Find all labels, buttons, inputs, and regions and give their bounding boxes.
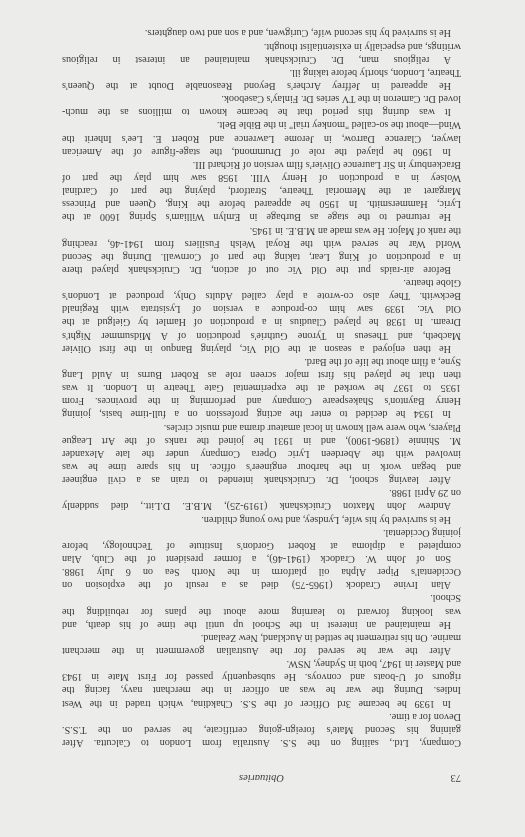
text-line: Theatre, London, shortly before taking ill.	[289, 66, 461, 78]
text-line: then that he played his first major screen role as Robert Burns in Auld Lang	[62, 369, 461, 381]
text-line: rigours of U-boats and convoys. He subsequently passed for First Mate in 1943	[62, 671, 461, 683]
text-line: involved with the Aberdeen Lyric Opera Company under the late Alexander	[62, 447, 461, 459]
text-line: He is survived by his wife, Lyndsey, and two young children.	[201, 513, 451, 525]
text-line: Andrew John Maxton Cruickshank (1919-25), M.B.E. D.Litt., died suddenly	[62, 500, 451, 512]
text-line: joining Occidental.	[382, 526, 461, 538]
page-number: 73	[450, 772, 461, 783]
text-line: Globe theatre.	[403, 277, 461, 289]
text-line: He returned to the stage as Burbage in Emlyn William's Spring 1600 at the	[62, 211, 451, 223]
text-line: Lyric, Hammersmith. In 1950 he appeared before the King, Queen and Princess	[62, 198, 461, 210]
text-line: Before air-raids put the Old Vic out of action, Dr. Cruickshank played there	[62, 263, 451, 275]
text-line: In 1934 he decided to enter the acting profession on a full-time basis, joining	[62, 408, 451, 420]
section-title: Obituaries	[239, 772, 284, 783]
text-line: marine. On his retirement he settled in Auckland, New Zealand.	[200, 631, 461, 643]
text-line: It was during this period that he became known to millions as the much-	[62, 106, 451, 118]
text-line: Players, who were well known in local amateur drama and music circles.	[163, 421, 461, 433]
text-line: Brackenbury in Sir Laurence Olivier's film version of Richard III.	[192, 158, 461, 170]
text-line: 1935 to 1937 he worked at the experimental Gate Theatre in London. It was	[62, 382, 461, 394]
text-line: School.	[430, 592, 461, 604]
text-line: World War he served with the Royal Welsh Fusiliers from 1941-46, reaching	[62, 237, 461, 249]
text-line: Son of John W. Cradock (1941-46), a former president of the Club, Alan	[62, 553, 451, 565]
text-line: Henry Baynton's Shakespeare Company and performing in the provinces. From	[62, 395, 461, 407]
text-line: and Master in 1947, both in Sydney, NSW.	[286, 658, 461, 670]
text-line: Devon for a time.	[389, 710, 461, 722]
text-line: He is survived by his second wife, Curigwen, and a son and two daughters.	[144, 27, 451, 39]
text-line: He then enjoyed a season at the Old Vic, playing Banquo in the first Olivier	[62, 342, 451, 354]
text-line: Macbeth, and Theseus in Tyrone Guthrie's production of A Midsummer Night's	[62, 329, 461, 341]
text-line: He maintained an interest in the School up until the time of his death, and	[62, 618, 451, 630]
text-line: Old Vic. 1939 saw him co-produce a version of Lysistrata with Reginald	[62, 303, 461, 315]
text-line: loved Dr. Cameron in the TV series Dr. Finlay's Casebook.	[221, 93, 461, 105]
text-line: M. Shinnie (1896-1900), and in 1931 he joined the ranks of the Art League	[62, 434, 461, 446]
text-line: gaining his Second Mate's foreign-going certificate, he served on the T.S.S.	[62, 723, 461, 735]
text-line: Wolsey in a production of Henry VIII. 1958 saw him play the part of	[62, 171, 461, 183]
text-line: and began work in the harbour engineer's office. In his spare time he was	[62, 461, 461, 473]
text-line: Wind—about the so-called "monkey trial" in the Bible Belt.	[216, 119, 461, 131]
text-line: After the war he served for the Australian government in the merchant	[62, 645, 451, 657]
text-line: Occidental's Piper Alpha oil platform in the North Sea on 6 July 1988.	[62, 566, 461, 578]
text-line: Alan Irvine Cradock (1965-75) died as a result of the explosion on	[62, 579, 451, 591]
text-line: In 1960 he played the role of Drummond, the stage-figure of the American	[62, 145, 451, 157]
text-line: was looking forward to learning more about the plans for rebuilding the	[62, 605, 461, 617]
text-line: After leaving school, Dr. Cruickshank intended to train as a civil engineer	[62, 474, 451, 486]
text-line: In 1939 he became 3rd Officer of the S.S. Chakdina, which traded in the West	[62, 697, 451, 709]
text-line: Indies. During the war he was an officer in the merchant navy, facing the	[62, 684, 461, 696]
text-line: writings, and especially in existentialist thought.	[263, 40, 461, 52]
text-line: Beckwith. They also co-wrote a play called Adults Only, produced at London's	[62, 290, 461, 302]
text-line: on 29 April 1988.	[389, 487, 461, 499]
running-head	[62, 769, 461, 783]
text-line: completed a diploma at Robert Gordon's Institute of Technology, before	[62, 539, 461, 551]
text-line: Company, Ltd., sailing on the S.S. Australia from London to Calcutta. After	[62, 737, 461, 748]
text-line: Margaret at the Memorial Theatre, Stratford, playing the part of Cardinal	[62, 185, 461, 197]
text-line: lawyer, Clarence Darrow, in Jerome Lawrence and Robert E. Lee's Inherit the	[62, 132, 461, 144]
text-line: A religious man, Dr. Cruickshank maintained an interest in religious	[62, 53, 451, 65]
text-line: Syne, a film about the life of the Bard.	[304, 355, 461, 367]
text-line: Dream. In 1938 he played Claudius in a production of Hamlet by Gielgud at the	[62, 316, 461, 328]
obituary-text	[62, 26, 461, 749]
text-line: the rank of Major. He was made an M.B.E. in 1945.	[249, 224, 461, 236]
text-line: He appeared in Jeffrey Archer's Beyond Reasonable Doubt at the Queen's	[62, 79, 451, 91]
text-line: in a production of King Lear, taking the part of Cornwall. During the Second	[62, 250, 461, 262]
